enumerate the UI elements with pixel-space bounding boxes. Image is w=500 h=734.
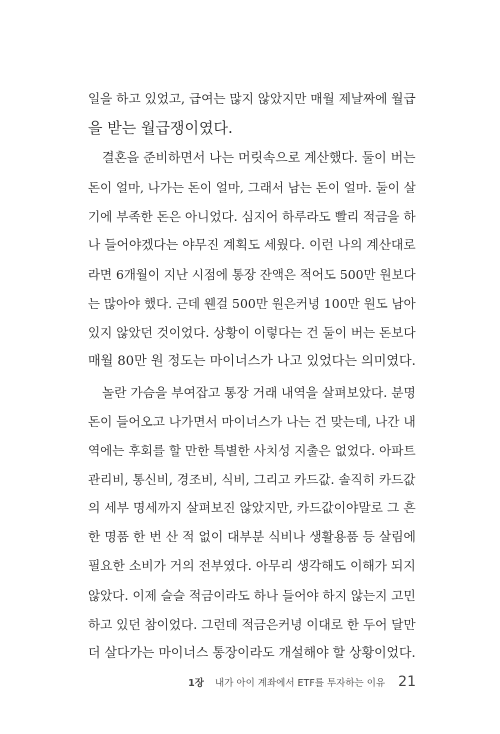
- text-line: 더 살다가는 마이너스 통장이라도 개설해야 할 상황이었다.: [88, 646, 416, 661]
- text-line: 라면 6개월이 지난 시점에 통장 잔액은 적어도 500만 원보다: [88, 267, 416, 282]
- text-line: 을 받는 월급쟁이였다.: [88, 119, 233, 137]
- chapter-label: 1장: [188, 678, 204, 689]
- text-line: 하고 있던 참이었다. 그런데 적금은커녕 이대로 한 두어 달만: [88, 617, 416, 632]
- text-line: 있지 않았던 것이었다. 상황이 이렇다는 건 둘이 버는 돈보다: [88, 325, 416, 340]
- page-footer: [188, 670, 416, 692]
- text-line: 의 세부 명세까지 살펴보진 않았지만, 카드값이야말로 그 흔: [88, 501, 416, 516]
- text-line: 역에는 후회를 할 만한 특별한 사치성 지출은 없었다. 아파트: [88, 443, 416, 458]
- text-line: 돈이 들어오고 나가면서 마이너스가 나는 건 맞는데, 나간 내: [88, 414, 416, 429]
- text-line: 필요한 소비가 거의 전부였다. 아무리 생각해도 이해가 되지: [88, 559, 416, 574]
- text-line: 놀란 가슴을 부여잡고 통장 거래 내역을 살펴보았다. 분명: [102, 385, 416, 400]
- text-line: 결혼을 준비하면서 나는 머릿속으로 계산했다. 둘이 버는: [102, 151, 416, 166]
- text-line: 한 명품 한 번 산 적 없이 대부분 식비나 생활용품 등 살림에: [88, 530, 416, 545]
- text-line: 않았다. 이제 슬슬 적금이라도 하나 들어야 하지 않는지 고민: [88, 588, 416, 603]
- text-line: 매월 80만 원 정도는 마이너스가 나고 있었다는 의미였다.: [88, 354, 416, 369]
- text-line: 돈이 얼마, 나가는 돈이 얼마, 그래서 남는 돈이 얼마. 둘이 살: [88, 180, 416, 195]
- page-number: 21: [398, 674, 416, 690]
- chapter-title: 내가 아이 계좌에서 ETF를 투자하는 이유: [215, 678, 386, 689]
- text-line: 기에 부족한 돈은 아니었다. 심지어 하루라도 빨리 적금을 하: [88, 209, 416, 224]
- text-line: 나 들어야겠다는 야무진 계획도 세웠다. 이런 나의 계산대로: [88, 238, 416, 253]
- text-line: 는 많아야 했다. 근데 웬걸 500만 원은커녕 100만 원도 남아: [88, 296, 416, 311]
- text-line: 일을 하고 있었고, 급여는 많지 않았지만 매월 제날짜에 월급: [88, 91, 416, 106]
- text-line: 관리비, 통신비, 경조비, 식비, 그리고 카드값. 솔직히 카드값: [88, 472, 416, 487]
